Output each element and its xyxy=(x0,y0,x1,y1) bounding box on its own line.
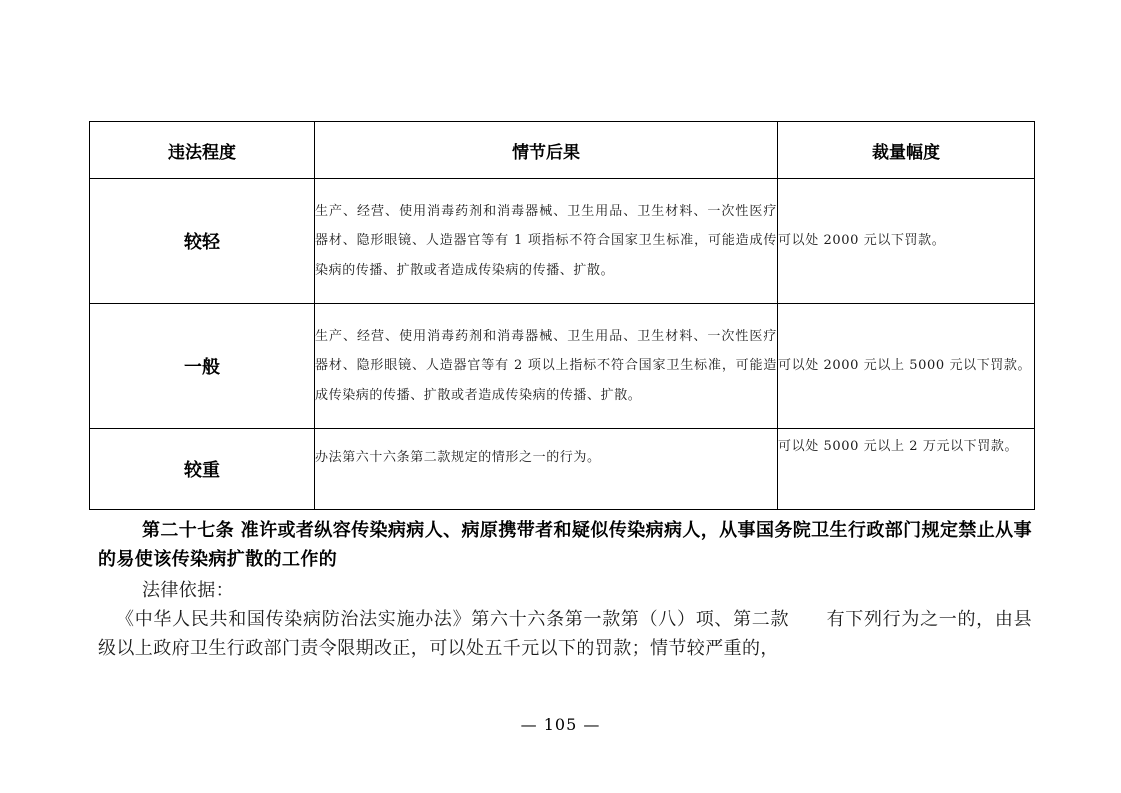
article-heading: 第二十七条 准许或者纵容传染病病人、病原携带者和疑似传染病病人，从事国务院卫生行政部门规定禁止从事的易使该传染病扩散的工作的 xyxy=(98,520,1032,570)
header-circumstances: 情节后果 xyxy=(315,122,778,179)
violation-degree-cell: 一般 xyxy=(90,304,315,429)
penalty-discretion-table xyxy=(89,121,1035,510)
table-row xyxy=(90,304,1035,429)
violation-degree-cell: 较轻 xyxy=(90,179,315,304)
circumstances-cell: 生产、经营、使用消毒药剂和消毒器械、卫生用品、卫生材料、一次性医疗器材、隐形眼镜、人造器官等有 2 项以上指标不符合国家卫生标准，可能造成传染病的传播、扩散或者造成传染病的传播、扩散。 xyxy=(315,304,778,429)
legal-basis-text: 《中华人民共和国传染病防治法实施办法》第六十六条第一款第（八）项、第二款 有下列行为之一的，由县级以上政府卫生行政部门责令限期改正，可以处五千元以下的罚款；情节较严重的， xyxy=(98,609,1032,659)
circumstances-cell: 办法第六十六条第二款规定的情形之一的行为。 xyxy=(315,429,778,510)
header-violation-degree: 违法程度 xyxy=(90,122,315,179)
page-number: — 105 — xyxy=(520,715,601,734)
table-header-row xyxy=(90,122,1035,179)
table-row xyxy=(90,179,1035,304)
discretion-range-cell: 可以处 5000 元以上 2 万元以下罚款。 xyxy=(778,429,1035,510)
legal-basis-label: 法律依据： xyxy=(142,580,234,601)
circumstances-cell: 生产、经营、使用消毒药剂和消毒器械、卫生用品、卫生材料、一次性医疗器材、隐形眼镜、人造器官等有 1 项指标不符合国家卫生标准，可能造成传染病的传播、扩散或者造成传染病的传播、扩散。 xyxy=(315,179,778,304)
table-row xyxy=(90,429,1035,510)
discretion-range-cell: 可以处 2000 元以上 5000 元以下罚款。 xyxy=(778,304,1035,429)
violation-degree-cell: 较重 xyxy=(90,429,315,510)
header-discretion-range: 裁量幅度 xyxy=(778,122,1035,179)
discretion-range-cell: 可以处 2000 元以下罚款。 xyxy=(778,179,1035,304)
